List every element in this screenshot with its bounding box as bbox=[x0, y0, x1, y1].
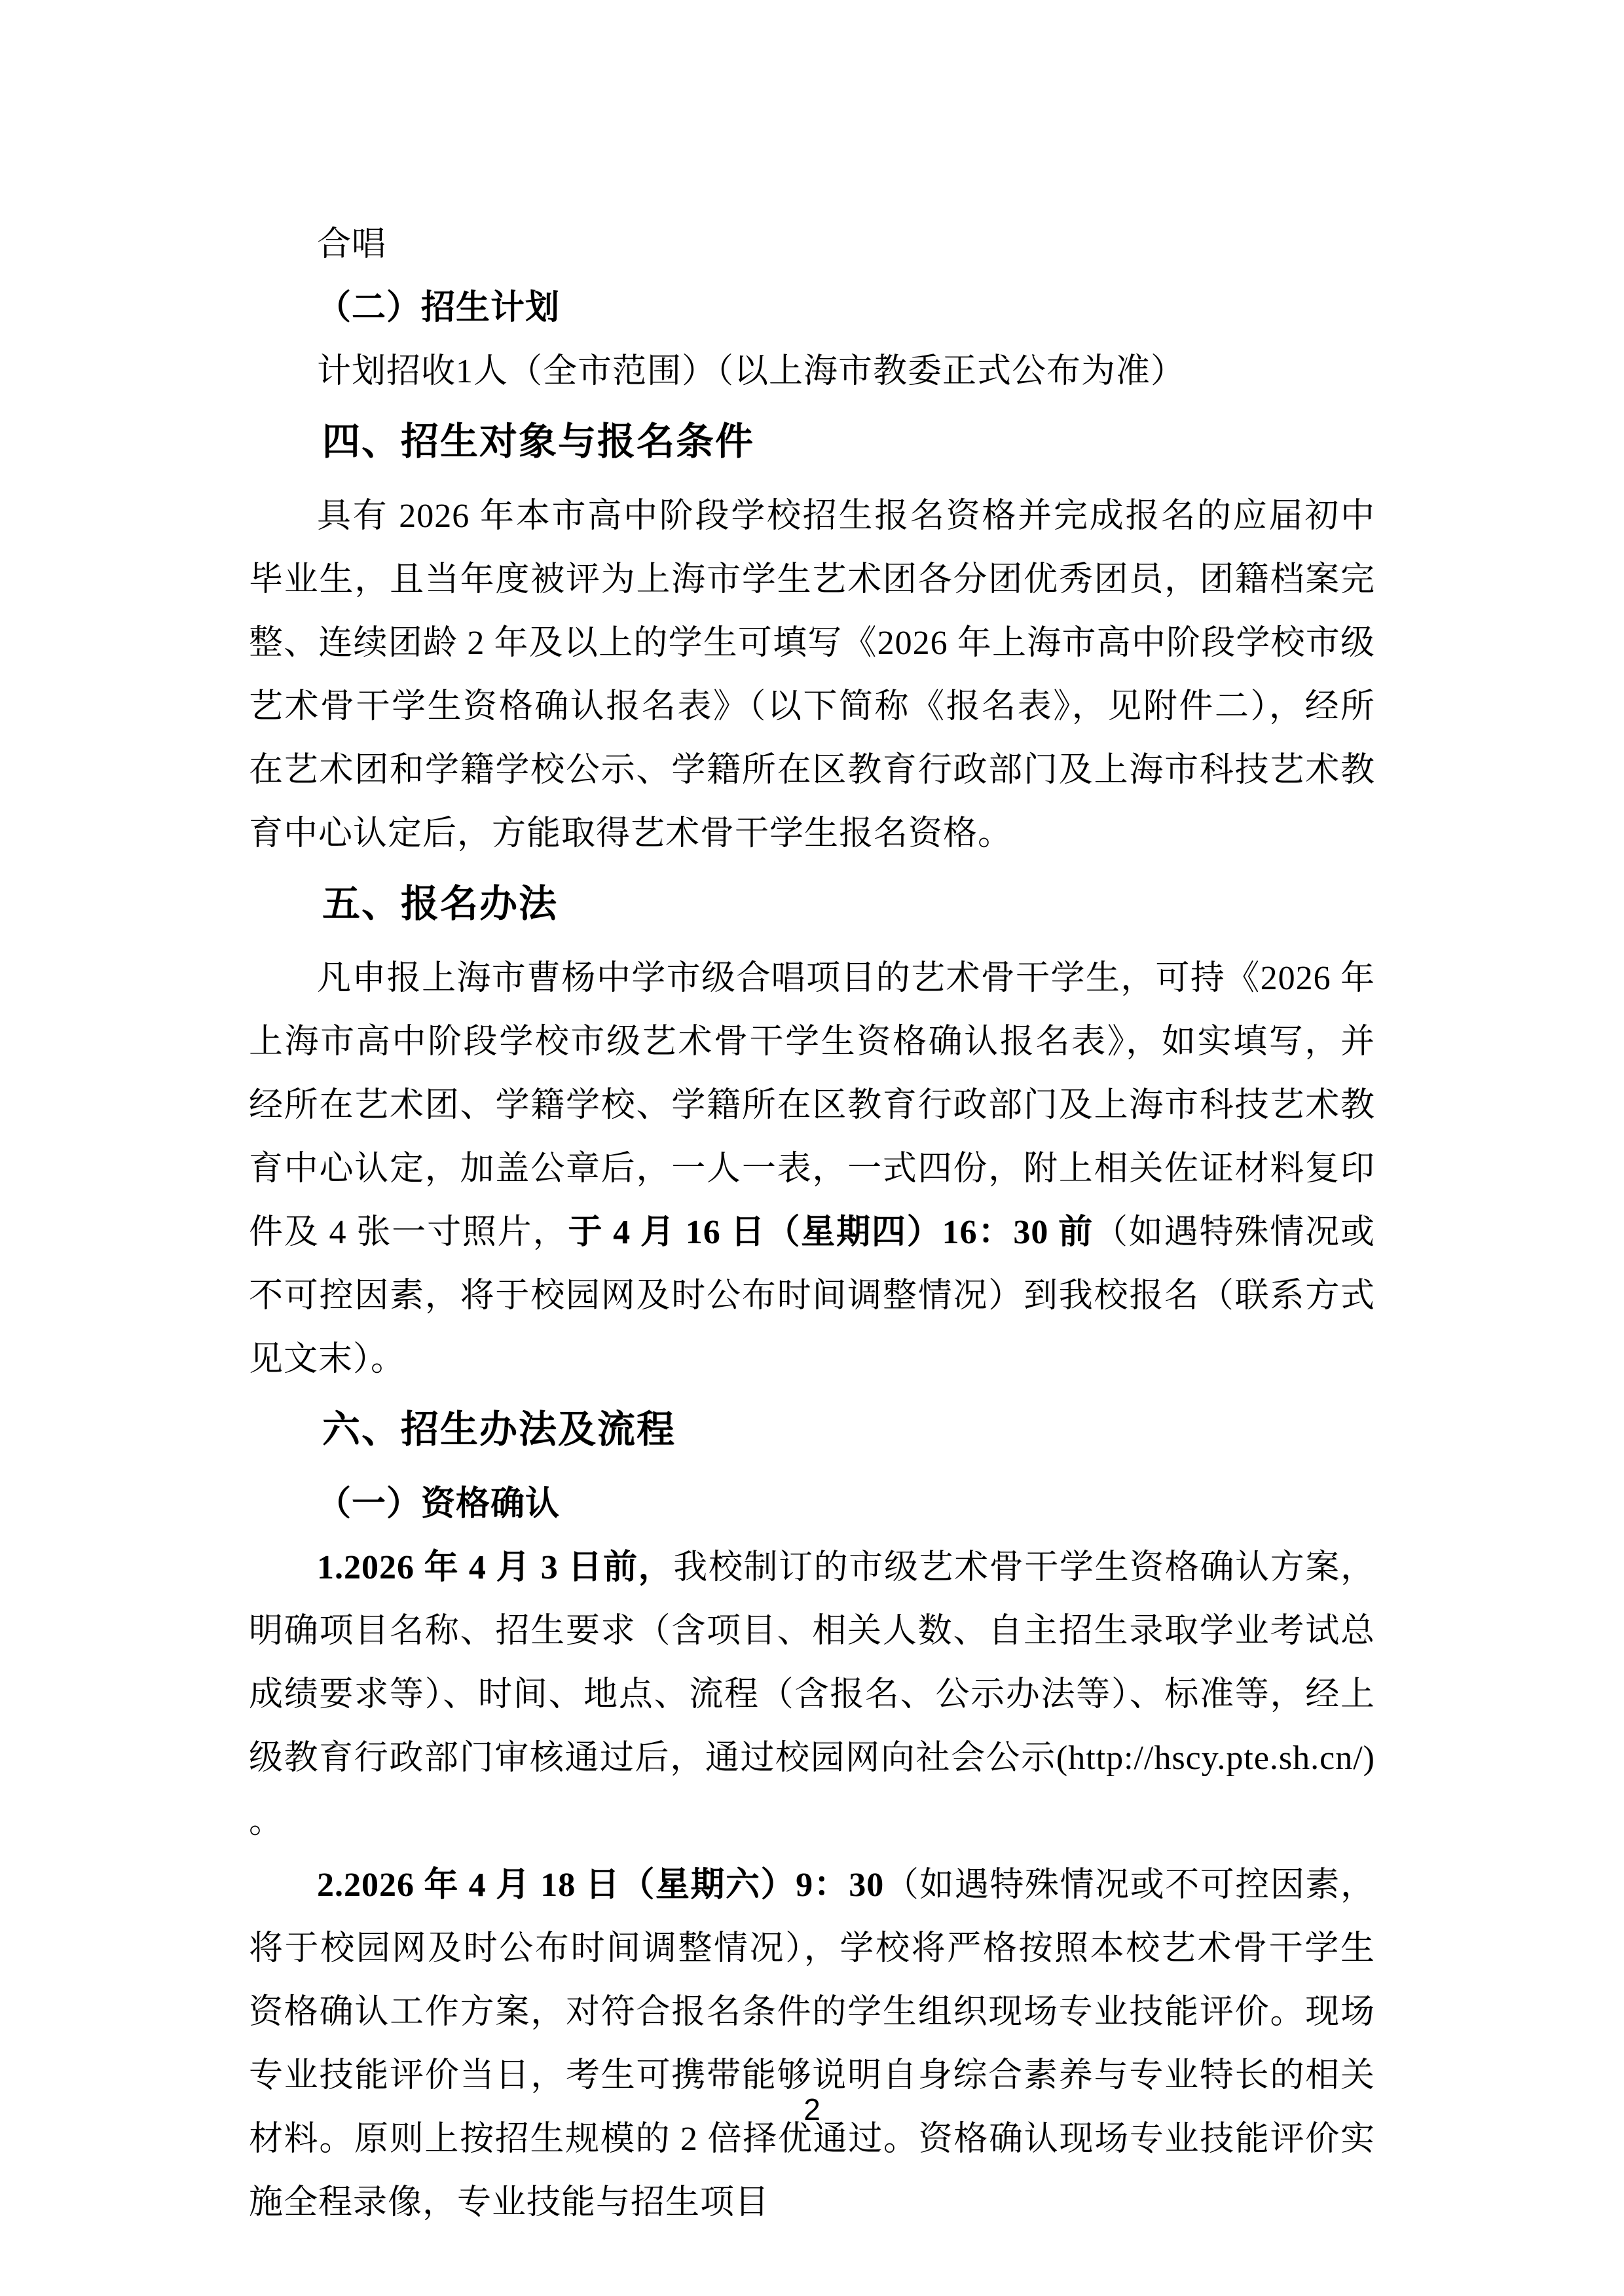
text-run: 我校制订的市级艺术骨干学生资格确认方案，明确项目名称、招生要求（含项目、相关人数、自主招生录取学业考试总成绩要求等）、时间、地点、流程（含报名、公示办法等）、标准等，经上级教育行政部门审核通过后，通过校园网向社会公示(http://hscy.pte.sh.cn/) 。 bbox=[249, 1549, 1375, 1840]
section5-paragraph bbox=[249, 947, 1375, 1391]
item2-date-bold-text: 2.2026 年 4 月 18 日（星期六）9：30 bbox=[317, 1867, 885, 1904]
text-run: 凡申报上海市曹杨中学市级合唱项目的艺术骨干学生，可持《2026 年上海市高中阶段学校市级艺术骨干学生资格确认报名表》，如实填写，并经所在艺术团、学籍学校、学籍所在区教育行政部门及上海市科技艺术教育中心认定，加盖公章后，一人一表，一式四份，附上相关佐证材料复印件及 4 张一寸照片， bbox=[249, 960, 1375, 1251]
page-number: 2 bbox=[803, 2092, 821, 2126]
section6-item1-paragraph bbox=[249, 1536, 1375, 1853]
section6-item2-paragraph bbox=[249, 1853, 1375, 2234]
subheading-enrollment-plan: （二）招生计划 bbox=[317, 289, 561, 327]
section5-heading: 五、报名办法 bbox=[322, 883, 559, 925]
text-run: （如遇特殊情况或不可控因素，将于校园网及时公布时间调整情况）到我校报名（联系方式见文末）。 bbox=[249, 1214, 1375, 1378]
registration-deadline-bold-text: 于 4 月 16 日（星期四）16：30 前 bbox=[568, 1214, 1094, 1251]
enrollment-plan-text: 计划招收1人（全市范围）（以上海市教委正式公布为准） bbox=[317, 353, 1186, 390]
document-content bbox=[249, 213, 1375, 2234]
section4-paragraph: 具有 2026 年本市高中阶段学校招生报名资格并完成报名的应届初中毕业生，且当年度被评为上海市学生艺术团各分团优秀团员，团籍档案完整、连续团龄 2 年及以上的学生可填写《2026 年上海市高中阶段学校市级艺术骨干学生资格确认报名表》（以下简称《报名表》，见附件二），经所在艺术团和学籍学校公示、学籍所在区教育行政部门及上海市科技艺术教育中心认定后，方能取得艺术骨干学生报名资格。 bbox=[249, 498, 1375, 852]
subheading-qualification-confirmation: （一）资格确认 bbox=[317, 1485, 561, 1523]
section6-heading: 六、招生办法及流程 bbox=[322, 1408, 676, 1451]
section4-heading: 四、招生对象与报名条件 bbox=[322, 420, 755, 463]
chorus-project-line: 合唱 bbox=[317, 226, 387, 263]
item1-date-bold-text: 1.2026 年 4 月 3 日前， bbox=[317, 1549, 674, 1586]
text-run: （如遇特殊情况或不可控因素，将于校园网及时公布时间调整情况），学校将严格按照本校艺术骨干学生资格确认工作方案，对符合报名条件的学生组织现场专业技能评价。现场专业技能评价当日，考生可携带能够说明自身综合素养与专业特长的相关材料。原则上按招生规模的 2 倍择优通过。资格确认现场专业技能评价实施全程录像，专业技能与招生项目 bbox=[249, 1867, 1375, 2221]
